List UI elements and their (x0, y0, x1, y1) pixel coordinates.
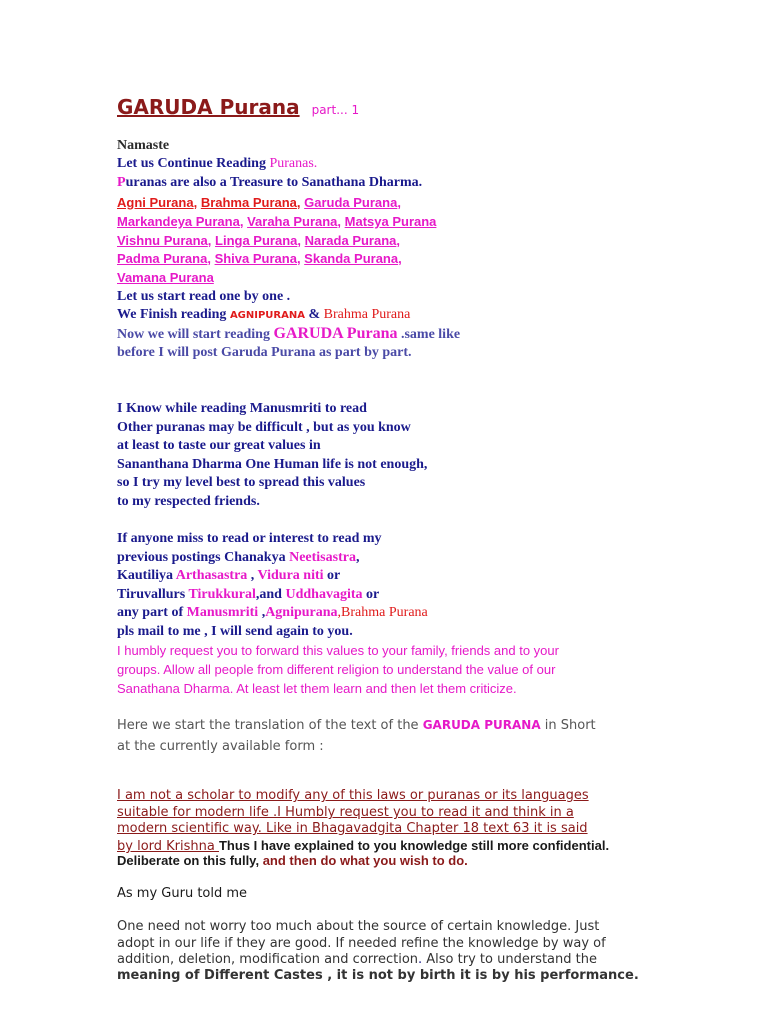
know-line-6: to my respected friends. (117, 494, 260, 509)
treasure-text: uranas are also a Treasure to Sanathana Dharma. (125, 175, 423, 190)
anyone-line-4 (117, 588, 379, 602)
scholar-line-5 (117, 854, 468, 867)
link-narada-purana[interactable]: Narada Purana (304, 233, 397, 248)
translation-line-2: at the currently available form : (117, 739, 324, 754)
link-brahma-purana[interactable]: Brahma Purana (200, 195, 297, 210)
agnipurana-word: AGNIPURANA (229, 310, 305, 321)
link-markandeya-purana[interactable]: Markandeya Purana (117, 214, 240, 229)
continue-reading-line (117, 157, 317, 171)
purana-list-line-5 (117, 271, 214, 284)
addition-deletion-text: addition, deletion, modification and correction (117, 952, 419, 967)
link-linga-purana[interactable]: Linga Purana (215, 233, 298, 248)
any-part-text: any part of (117, 605, 187, 620)
anyone-line-6: pls mail to me , I will send again to you. (117, 624, 353, 639)
request-line-3: Sanathana Dharma. At least let them learn and then let them criticize. (117, 681, 517, 696)
now-reading-line (117, 326, 460, 342)
separator: , (337, 605, 342, 620)
separator: , (337, 214, 345, 229)
link-shiva-purana[interactable]: Shiva Purana (214, 251, 297, 266)
link-vishnu-purana[interactable]: Vishnu Purana (117, 233, 208, 248)
separator: , (396, 233, 401, 248)
separator: , (193, 195, 201, 210)
manusmriti-word: Manusmriti (186, 605, 259, 620)
explained-text: Thus I have explained to you knowledge still more confidential. (218, 838, 610, 853)
neetisastra-word: Neetisastra (289, 550, 356, 565)
separator: , (297, 233, 305, 248)
separator: , (247, 568, 258, 583)
know-line-3: at least to taste our great values in (117, 438, 321, 453)
arthasastra-word: Arthasastra (175, 568, 248, 583)
link-skanda-purana[interactable]: Skanda Purana (304, 251, 399, 266)
period: . (418, 952, 427, 967)
uddhavagita-word: Uddhavagita (285, 587, 363, 602)
greeting: Namaste (117, 138, 170, 153)
anyone-line-5 (117, 606, 428, 620)
purana-list-line-4 (117, 252, 402, 265)
now-text: Now we will start reading (117, 327, 274, 342)
purana-list-line-3 (117, 234, 400, 247)
start-one-by-one: Let us start read one by one . (117, 289, 291, 304)
same-like-text: .same like (397, 327, 461, 342)
scholar-line-2: suitable for modern life .I Humbly request you to read it and think in a (117, 805, 574, 820)
tiruvallurs-text: Tiruvallurs (117, 587, 189, 602)
anyone-line-2 (117, 551, 359, 565)
continue-text: Let us Continue Reading (117, 156, 270, 171)
purana-list-line-1 (117, 196, 401, 209)
link-garuda-purana[interactable]: Garuda Purana (304, 195, 398, 210)
separator: , (207, 233, 216, 248)
finish-text: We Finish reading (117, 307, 230, 322)
translation-text: Here we start the translation of the text of the (117, 718, 423, 733)
or-text: or (362, 587, 380, 602)
understand-text: Also try to understand the (426, 952, 597, 967)
knowledge-line-4: meaning of Different Castes , it is not by birth it is by his performance. (117, 968, 639, 983)
link-agni-purana[interactable]: Agni Purana (117, 195, 194, 210)
treasure-line (117, 176, 422, 190)
and-text: ,and (255, 587, 286, 602)
page-title: GARUDA Purana (117, 95, 300, 119)
know-line-2: Other puranas may be difficult , but as you know (117, 420, 411, 435)
anyone-line-3 (117, 569, 340, 583)
purana-list-line-2 (117, 215, 436, 228)
finish-reading-line (117, 308, 410, 322)
link-vamana-purana[interactable]: Vamana Purana (117, 270, 214, 285)
puranas-word: Puranas. (269, 156, 318, 171)
lord-krishna-text: by lord Krishna (117, 839, 219, 854)
tirukkural-word: Tirukkural (188, 587, 256, 602)
scholar-line-1: I am not a scholar to modify any of this laws or puranas or its languages (117, 788, 589, 803)
guru-line: As my Guru told me (117, 886, 248, 901)
vidura-niti-word: Vidura niti (257, 568, 324, 583)
separator: , (355, 550, 360, 565)
or-text: or (323, 568, 341, 583)
brahma-purana-word: Brahma Purana (323, 307, 411, 322)
separator: , (398, 251, 402, 266)
title-line (117, 97, 359, 118)
do-what-you-wish-text: and then do what you wish to do. (262, 853, 468, 868)
scholar-line-3: modern scientific way. Like in Bhagavadgita Chapter 18 text 63 it is said (117, 821, 588, 836)
anyone-line-1: If anyone miss to read or interest to read my (117, 531, 382, 546)
request-line-1: I humbly request you to forward this values to your family, friends and to your (117, 643, 559, 658)
agnipurana-word: Agnipurana (265, 605, 338, 620)
before-post-line: before I will post Garuda Purana as part by part. (117, 345, 412, 360)
knowledge-line-1: One need not worry too much about the source of certain knowledge. Just (117, 919, 600, 934)
ampersand: & (304, 307, 324, 322)
link-varaha-purana[interactable]: Varaha Purana (247, 214, 338, 229)
link-padma-purana[interactable]: Padma Purana (117, 251, 208, 266)
know-line-5: so I try my level best to spread this values (117, 475, 366, 490)
separator: , (239, 214, 248, 229)
knowledge-line-3 (117, 953, 597, 966)
separator: , (397, 195, 401, 210)
brahma-purana-word: Brahma Purana (341, 605, 428, 620)
part-label: part... 1 (311, 103, 360, 117)
separator: , (258, 605, 266, 620)
in-short-text: in Short (540, 718, 596, 733)
separator: , (207, 251, 215, 266)
knowledge-line-2: adopt in our life if they are good. If needed refine the knowledge by way of (117, 936, 606, 951)
deliberate-text: Deliberate on this fully, (117, 853, 263, 868)
translation-line-1 (117, 719, 596, 732)
garuda-purana-caps: GARUDA PURANA (422, 718, 541, 732)
separator: , (296, 251, 305, 266)
treasure-initial: P (117, 175, 126, 190)
garuda-purana-word: GARUDA Purana (273, 325, 398, 342)
separator: , (296, 195, 305, 210)
postings-text: previous postings Chanakya (117, 550, 290, 565)
link-matsya-purana[interactable]: Matsya Purana (344, 214, 437, 229)
know-line-1: I Know while reading Manusmriti to read (117, 401, 367, 416)
scholar-line-4 (117, 838, 609, 854)
know-line-4: Sananthana Dharma One Human life is not enough, (117, 457, 428, 472)
kautiliya-text: Kautiliya (117, 568, 176, 583)
request-line-2: groups. Allow all people from different religion to understand the value of our (117, 662, 556, 677)
